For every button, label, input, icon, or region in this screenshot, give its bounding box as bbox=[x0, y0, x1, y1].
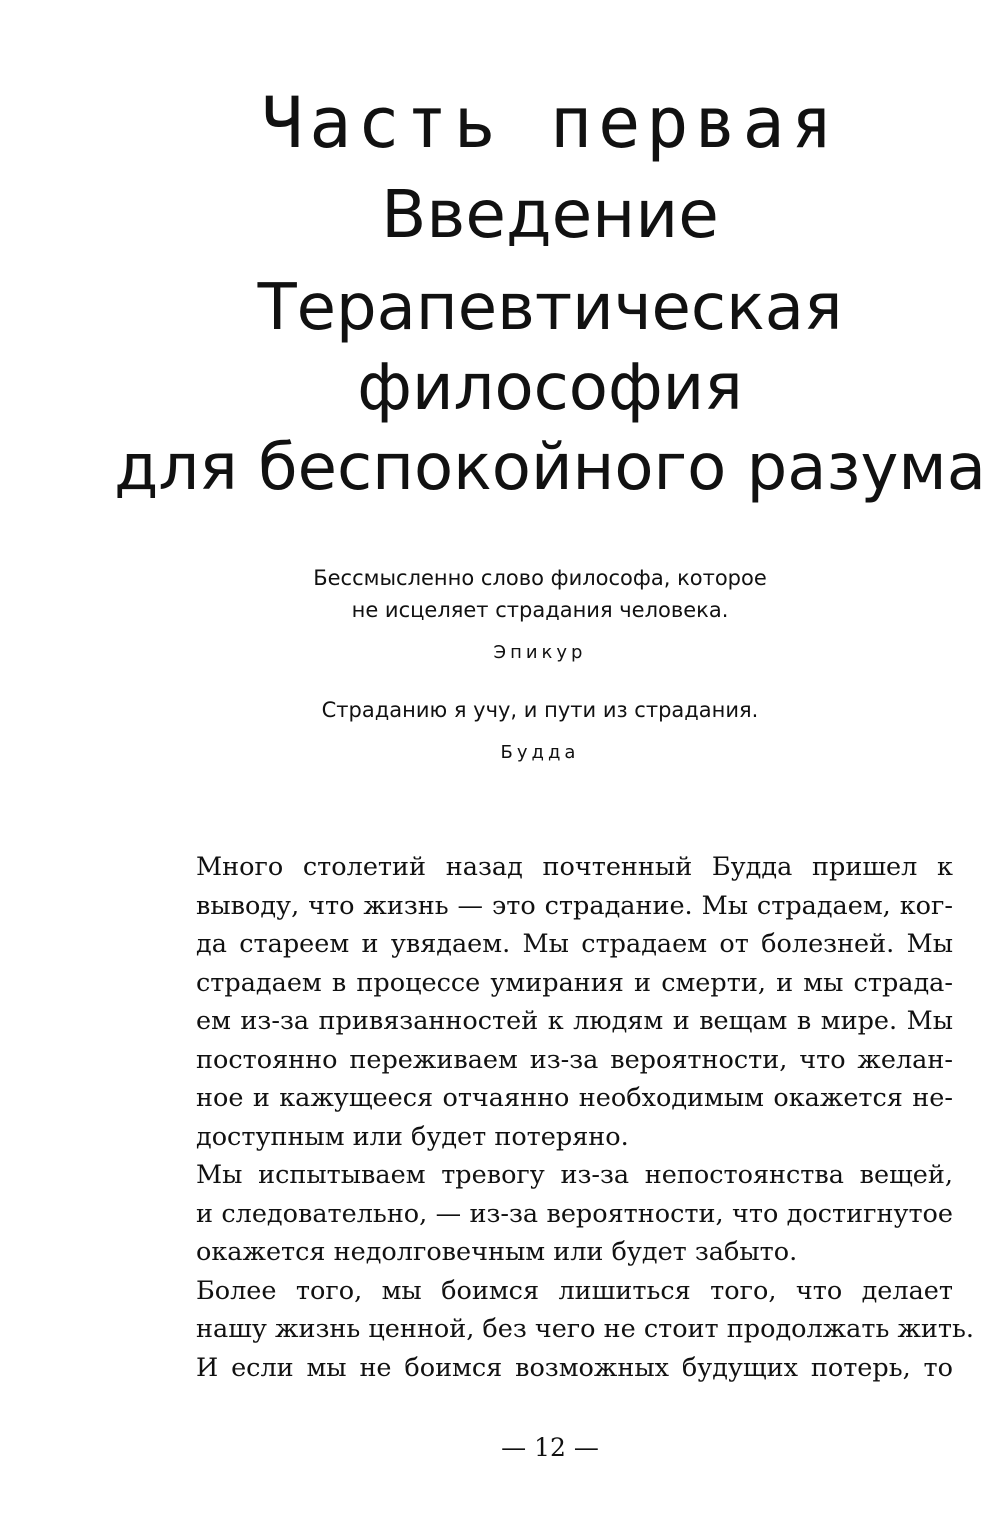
epigraph-author: Будда bbox=[500, 742, 580, 763]
text-line: доступным или будет потеряно. bbox=[196, 1121, 629, 1152]
text-line: и следовательно, — из-за вероятности, что достигнутое bbox=[196, 1198, 953, 1229]
chapter-title-line: для беспокойного разума bbox=[114, 431, 986, 505]
text-line: Более того, мы боимся лишиться того, что делает bbox=[196, 1275, 953, 1306]
epigraph-quote-line: Страданию я учу, и пути из страдания. bbox=[321, 698, 759, 722]
epigraph-quote-line: не исцеляет страдания человека. bbox=[351, 598, 729, 622]
text-line: Мы испытываем тревогу из-за непостоянства вещей, bbox=[196, 1160, 953, 1190]
epigraphs bbox=[250, 562, 830, 768]
paragraph bbox=[148, 848, 953, 1156]
text-line: да стареем и увядаем. Мы страдаем от болезней. Мы bbox=[196, 929, 953, 959]
text-line: страдаем в процессе умирания и смерти, и мы страда- bbox=[196, 967, 953, 998]
section-title: Введение bbox=[381, 176, 719, 253]
paragraph bbox=[148, 1156, 953, 1272]
text-line: постоянно переживаем из-за вероятности, что желан- bbox=[196, 1044, 953, 1075]
text-line: окажется недолговечным или будет забыто. bbox=[196, 1237, 798, 1267]
text-line: нашу жизнь ценной, без чего не стоит продолжать жить. bbox=[196, 1314, 974, 1344]
epigraph-quote bbox=[250, 562, 830, 626]
text-line: ем из-за привязанностей к людям и вещам в мире. Мы bbox=[196, 1006, 953, 1036]
part-title: Часть первая bbox=[261, 82, 839, 164]
page-number: — 12 — bbox=[501, 1433, 599, 1462]
epigraph-author: Эпикур bbox=[493, 642, 587, 663]
text-line: Много столетий назад почтенный Будда пришел к bbox=[196, 852, 953, 882]
chapter-title-line: философия bbox=[357, 351, 743, 425]
body-text bbox=[148, 848, 974, 1387]
epigraph-quote bbox=[250, 694, 830, 726]
epigraph-quote-line: Бессмысленно слово философа, которое bbox=[313, 566, 767, 590]
text-line: ное и кажущееся отчаянно необходимым окажется не- bbox=[196, 1083, 953, 1113]
chapter-title bbox=[40, 268, 1000, 508]
paragraph bbox=[148, 1272, 974, 1388]
chapter-title-line: Терапевтическая bbox=[257, 271, 843, 345]
text-line: выводу, что жизнь — это страдание. Мы страдаем, ког- bbox=[196, 890, 953, 921]
text-line: И если мы не боимся возможных будущих потерь, то bbox=[196, 1352, 953, 1383]
